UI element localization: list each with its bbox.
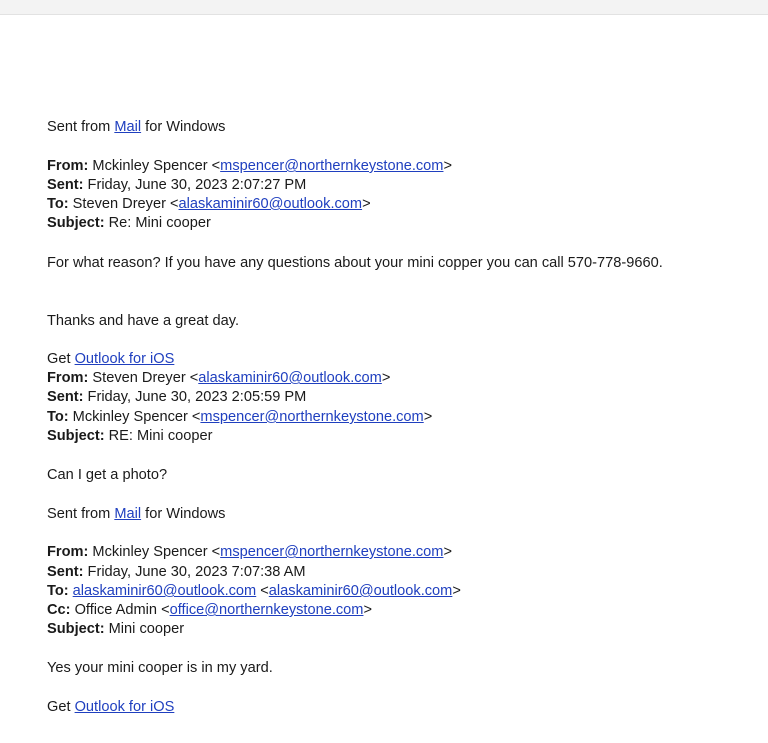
mail-link[interactable]: Mail [114,119,142,135]
subject-label: Subject: [47,621,105,637]
msg2-to-line [47,408,432,427]
msg1-from-line [47,157,452,176]
to-email-link-2[interactable]: alaskaminir60@outlook.com [268,583,453,599]
bracket: > [443,544,452,560]
msg3-cc-line [47,601,372,620]
from-label: From: [47,544,89,560]
subject-value: RE: Mini cooper [104,428,213,444]
msg3-to-line [47,582,461,601]
msg1-sent-line [47,176,306,195]
outlook-ios-link[interactable]: Outlook for iOS [74,699,175,715]
top-bar [0,0,768,15]
sent-from-suffix: for Windows [141,506,226,522]
from-name: Steven Dreyer < [88,370,199,386]
from-email-link[interactable]: alaskaminir60@outlook.com [198,370,382,386]
sent-label: Sent: [47,389,84,405]
from-name: Mckinley Spencer < [88,544,221,560]
msg3-sent-line [47,563,306,582]
cc-name: Office Admin < [70,602,170,618]
bracket: > [452,583,461,599]
msg1-subject-line [47,214,211,233]
to-name: Steven Dreyer < [68,196,179,212]
subject-value: Re: Mini cooper [104,215,211,231]
sent-value: Friday, June 30, 2023 7:07:38 AM [83,564,306,580]
msg2-from-line [47,369,390,388]
sent-label: Sent: [47,564,84,580]
msg1-to-line [47,195,371,214]
to-label: To: [47,196,69,212]
sent-from-line [47,118,225,137]
subject-label: Subject: [47,215,105,231]
bracket: > [423,409,433,425]
to-label: To: [47,409,69,425]
from-name: Mckinley Spencer < [88,158,221,174]
bracket: > [363,602,372,618]
get-outlook-line [47,350,174,369]
subject-value: Mini cooper [104,621,185,637]
to-email-link[interactable]: mspencer@northernkeystone.com [200,409,424,425]
to-label: To: [47,583,69,599]
msg1-thanks: Thanks and have a great day. [47,313,240,329]
sent-value: Friday, June 30, 2023 2:05:59 PM [83,389,307,405]
to-name: Mckinley Spencer < [68,409,201,425]
bracket: > [362,196,371,212]
subject-label: Subject: [47,428,105,444]
msg3-from-line [47,543,452,562]
get-outlook-line [47,698,174,717]
bracket: > [381,370,391,386]
cc-email-link[interactable]: office@northernkeystone.com [169,602,364,618]
bracket: < [256,583,269,599]
get-text: Get [47,351,75,367]
sent-value: Friday, June 30, 2023 2:07:27 PM [83,177,307,193]
sent-from-text: Sent from [47,119,115,135]
to-email-link[interactable]: alaskaminir60@outlook.com [178,196,363,212]
from-label: From: [47,370,89,386]
msg2-body: Can I get a photo? [47,467,168,483]
sent-from-suffix: for Windows [141,119,226,135]
from-email-link[interactable]: mspencer@northernkeystone.com [220,158,444,174]
msg3-subject-line [47,620,184,639]
cc-label: Cc: [47,602,71,618]
get-text: Get [47,699,75,715]
mail-link[interactable]: Mail [114,506,142,522]
sent-from-line [47,505,225,524]
msg2-subject-line [47,427,212,446]
outlook-ios-link[interactable]: Outlook for iOS [74,351,175,367]
msg1-body: For what reason? If you have any questions about your mini copper you can call 570-778-9660. [47,255,663,271]
sent-label: Sent: [47,177,84,193]
msg2-sent-line [47,388,306,407]
from-label: From: [47,158,89,174]
msg3-body: Yes your mini cooper is in my yard. [47,660,273,676]
sent-from-text: Sent from [47,506,115,522]
from-email-link[interactable]: mspencer@northernkeystone.com [220,544,444,560]
bracket: > [443,158,452,174]
to-email-link[interactable]: alaskaminir60@outlook.com [72,583,257,599]
